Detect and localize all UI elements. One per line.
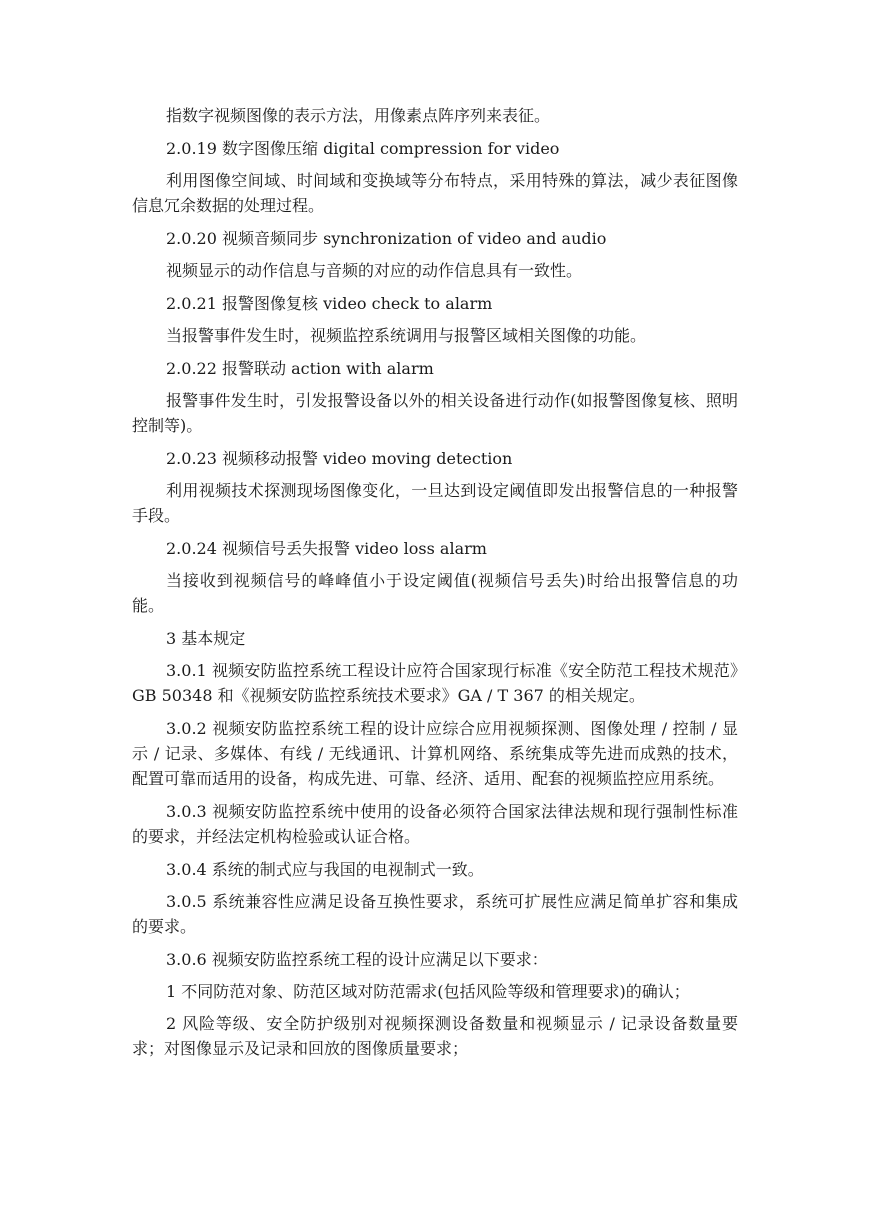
paragraph-video-audio-sync: 视频显示的动作信息与音频的对应的动作信息具有一致性。 [166,261,583,280]
section-3-heading: 3 基本规定 [166,629,246,648]
clause-3-0-5: 3.0.5 系统兼容性应满足设备互换性要求，系统可扩展性应满足简单扩容和集成的要求。 [132,892,738,936]
paragraph-video-loss-alarm: 当接收到视频信号的峰峰值小于设定阈值(视频信号丢失)时给出报警信息的功能。 [132,571,738,615]
term-2-0-23: 2.0.23 视频移动报警 video moving detection [166,449,513,468]
paragraph-video-moving-detection: 利用视频技术探测现场图像变化，一旦达到设定阈值即发出报警信息的一种报警手段。 [132,481,738,525]
document-body [132,103,738,1069]
clause-3-0-1: 3.0.1 视频安防监控系统工程设计应符合国家现行标准《安全防范工程技术规范》GB 50348 和《视频安防监控系统技术要求》GA / T 367 的相关规定。 [132,661,738,705]
paragraph-action-with-alarm: 报警事件发生时，引发报警设备以外的相关设备进行动作(如报警图像复核、照明控制等)。 [132,391,738,435]
clause-3-0-4: 3.0.4 系统的制式应与我国的电视制式一致。 [166,860,484,879]
paragraph-digital-compression: 利用图像空间域、时间域和变换域等分布特点，采用特殊的算法，减少表征图像信息冗余数据的处理过程。 [132,171,738,215]
list-item-1: 1 不同防范对象、防范区域对防范需求(包括风险等级和管理要求)的确认； [166,982,690,1001]
list-item-2: 2 风险等级、安全防护级别对视频探测设备数量和视频显示 / 记录设备数量要求；对图像显示及记录和回放的图像质量要求； [132,1014,738,1058]
clause-3-0-2: 3.0.2 视频安防监控系统工程的设计应综合应用视频探测、图像处理 / 控制 / 显示 / 记录、多媒体、有线 / 无线通讯、计算机网络、系统集成等先进而成熟的技术，配置可靠而适用的设备，构成先进、可靠、经济、适用、配套的视频监控应用系统。 [132,719,738,788]
clause-3-0-3: 3.0.3 视频安防监控系统中使用的设备必须符合国家法律法规和现行强制性标准的要求，并经法定机构检验或认证合格。 [132,802,738,846]
paragraph-definition-digital-image: 指数字视频图像的表示方法，用像素点阵序列来表征。 [166,106,551,125]
paragraph-video-check-alarm: 当报警事件发生时，视频监控系统调用与报警区域相关图像的功能。 [166,326,647,345]
clause-3-0-6: 3.0.6 视频安防监控系统工程的设计应满足以下要求： [166,950,548,969]
term-2-0-21: 2.0.21 报警图像复核 video check to alarm [166,294,493,313]
term-2-0-22: 2.0.22 报警联动 action with alarm [166,359,434,378]
term-2-0-19: 2.0.19 数字图像压缩 digital compression for video [166,139,560,158]
term-2-0-24: 2.0.24 视频信号丢失报警 video loss alarm [166,539,487,558]
term-2-0-20: 2.0.20 视频音频同步 synchronization of video and audio [166,229,607,248]
